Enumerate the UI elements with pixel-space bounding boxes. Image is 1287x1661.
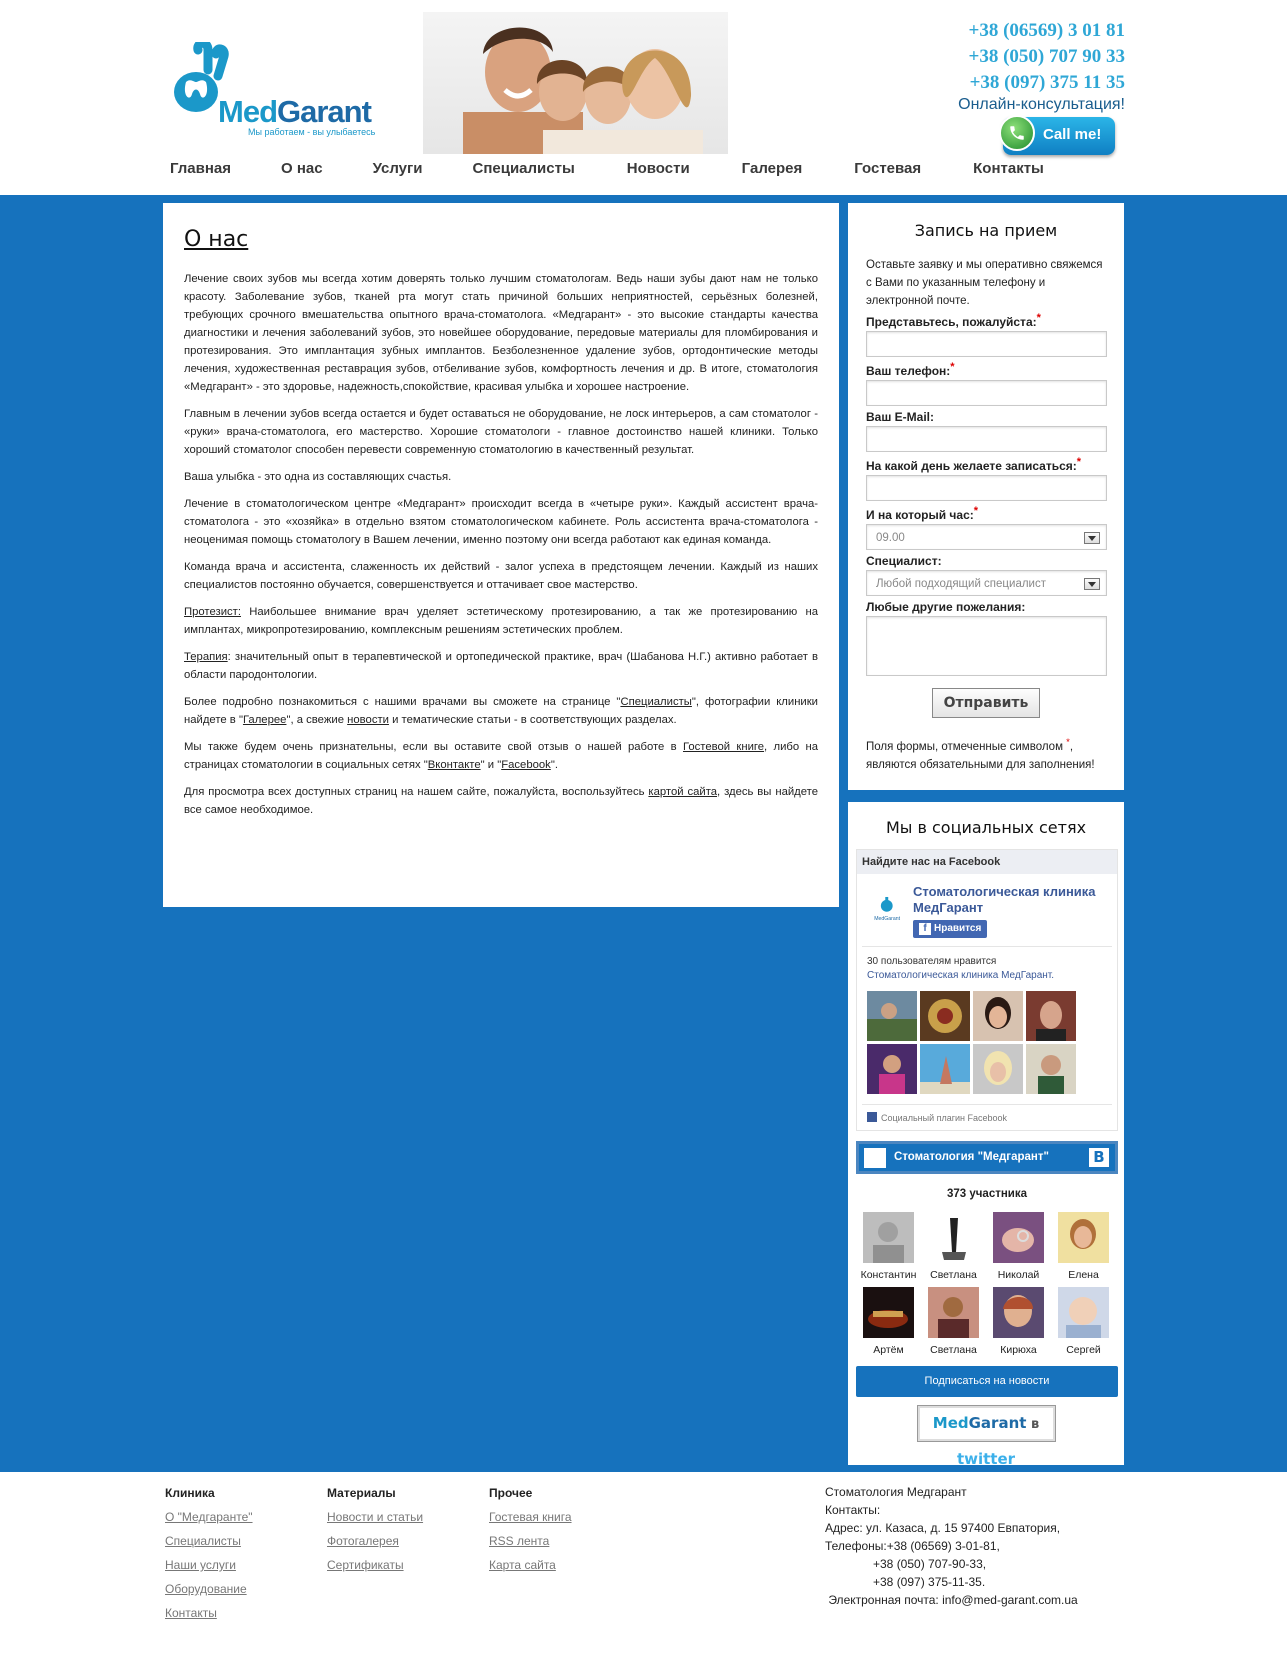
footer-phone-2: +38 (050) 707-90-33, — [873, 1557, 987, 1571]
paragraph-9: Мы также будем очень признательны, если вы оставите свой отзыв о нашей работе в Гостевой книге, либо на страницах стоматологии в социальных сетях "Вконтакте" и "Facebook". — [184, 741, 818, 771]
specialist-select[interactable]: Любой подходящий специалист — [866, 570, 1107, 596]
member-avatar — [1058, 1212, 1109, 1263]
fan-avatar[interactable] — [973, 1044, 1023, 1094]
nav-item-about[interactable]: О нас — [281, 160, 323, 188]
footer-link[interactable]: Наши услуги — [165, 1558, 236, 1572]
vk-member[interactable]: Артём — [856, 1287, 921, 1356]
footer-phone-3: +38 (097) 375-11-35. — [873, 1575, 986, 1589]
vk-member[interactable]: Константин — [856, 1212, 921, 1281]
paragraph-10: Для просмотра всех доступных страниц на нашем сайте, пожалуйста, воспользуйтесь картой сайта, здесь вы найдете все самое необходимое. — [184, 786, 818, 816]
footer-link[interactable]: Контакты — [165, 1606, 217, 1620]
news-link[interactable]: новости — [347, 714, 389, 726]
phone-handset-icon — [999, 115, 1035, 151]
footer-email[interactable]: Электронная почта: info@med-garant.com.ua — [825, 1593, 1078, 1607]
footer-link[interactable]: О "Медгаранте" — [165, 1510, 253, 1524]
medgarant-mini-logo-icon — [872, 890, 903, 932]
footer — [0, 1472, 1287, 1661]
member-avatar — [993, 1212, 1044, 1263]
member-avatar — [928, 1212, 979, 1263]
family-photo — [423, 12, 728, 154]
vkontakte-link[interactable]: Вконтакте — [427, 759, 481, 771]
footer-link[interactable]: Фотогалерея — [327, 1534, 399, 1548]
prosthetist-link[interactable]: Протезист: — [184, 606, 241, 618]
sitemap-link[interactable]: картой сайта — [648, 786, 718, 798]
hour-select[interactable]: 09.00 — [866, 524, 1107, 550]
gallery-link[interactable]: Галерее — [242, 714, 287, 726]
phone-2[interactable]: +38 (050) 707 90 33 — [968, 46, 1125, 67]
page-title: О нас — [184, 227, 249, 252]
footer-link[interactable]: RSS лента — [489, 1534, 550, 1548]
footer-contacts-label: Контакты: — [825, 1503, 881, 1517]
fb-page-name[interactable]: Стоматологическая клиника МедГарант — [912, 884, 1096, 915]
chevron-down-icon — [1084, 578, 1100, 590]
footer-col-clinic — [165, 1486, 253, 1630]
vkontakte-widget — [856, 1141, 1118, 1397]
phones-block — [958, 18, 1125, 114]
fan-avatar[interactable] — [920, 1044, 970, 1094]
footer-link[interactable]: Карта сайта — [489, 1558, 556, 1572]
specialist-label: Специалист: — [866, 554, 942, 568]
fan-avatar[interactable] — [973, 991, 1023, 1041]
footer-phone-1: Телефоны:+38 (06569) 3-01-81, — [825, 1539, 1000, 1553]
chevron-down-icon — [1084, 532, 1100, 544]
member-avatar — [1058, 1287, 1109, 1338]
day-label: На какой день желаете записаться:* — [866, 456, 1082, 473]
facebook-widget — [856, 849, 1118, 1131]
footer-link[interactable]: Новости и статьи — [327, 1510, 424, 1524]
nav-item-services[interactable]: Услуги — [372, 160, 423, 177]
footer-clinic-name: Стоматология Медгарант — [825, 1485, 967, 1499]
appointment-form — [848, 203, 1124, 790]
header — [0, 0, 1287, 195]
footer-col-title: Материалы — [327, 1486, 396, 1500]
member-avatar — [863, 1212, 914, 1263]
member-avatar — [928, 1287, 979, 1338]
nav-item-guestbook[interactable]: Гостевая — [854, 160, 922, 177]
phone-1[interactable]: +38 (06569) 3 01 81 — [968, 20, 1125, 41]
main-nav — [170, 160, 1044, 188]
vk-member[interactable]: Кирюха — [986, 1287, 1051, 1356]
footer-link[interactable]: Специалисты — [165, 1534, 241, 1548]
fb-widget-header: Найдите нас на Facebook — [857, 850, 1117, 874]
member-avatar — [863, 1287, 914, 1338]
paragraph-8: Более подробно познакомиться с нашими врачами вы сможете на странице "Специалисты", фотографии клиники найдете в "Галерее", а свежие новости и тематические статьи - в соответствующих разделах. — [184, 696, 818, 726]
medgarant-mini-logo-icon — [864, 1148, 886, 1168]
footer-link[interactable]: Гостевая книга — [489, 1510, 572, 1524]
fb-likes-count: 30 пользователям нравится Стоматологическая клиника МедГарант. — [867, 956, 1055, 981]
facebook-icon — [867, 1112, 877, 1122]
vk-members-count: 373 участника — [946, 1188, 1028, 1200]
nav-item-news[interactable]: Новости — [626, 160, 690, 177]
paragraph-3: Ваша улыбка - это одна из составляющих счастья. — [184, 471, 452, 483]
social-title: Мы в социальных сетях — [885, 818, 1087, 837]
fan-avatar[interactable] — [1026, 1044, 1076, 1094]
twitter-button[interactable]: MedGarant в twitter — [917, 1405, 1056, 1442]
form-title: Запись на прием — [914, 221, 1058, 240]
footer-link[interactable]: Оборудование — [165, 1582, 247, 1596]
paragraph-7: Терапия: значительный опыт в терапевтической и ортопедической практике, врач (Шабанова Н.Г.) активно работает в области пародонтологии. — [184, 651, 818, 681]
fan-avatar[interactable] — [1026, 991, 1076, 1041]
fan-avatar[interactable] — [920, 991, 970, 1041]
paragraph-5: Команда врача и ассистента, слаженность их действий - залог успеха в предстоящем лечении. Каждый из наших специалистов постоянно обучается, совершенствуется и оттачивает свое мастерство. — [184, 561, 818, 591]
wishes-textarea[interactable] — [866, 616, 1107, 676]
hour-label: И на который час:* — [866, 505, 979, 522]
footer-contacts — [825, 1483, 1078, 1609]
call-me-button[interactable] — [1003, 117, 1115, 155]
fb-like-button[interactable]: f Нравится — [913, 920, 987, 938]
fan-avatar[interactable] — [867, 1044, 917, 1094]
paragraph-1: Лечение своих зубов мы всегда хотим доверять только лучшим стоматологам. Ведь наши зубы дают нам не только красоту. Заболевание зубов, тканей рта могут стать причиной больших неприятностей, серьёзных болезней, требующих срочного вмешательства опытного врача-стоматолога. «Медгарант» - это высокие стандарты качества диагностики и лечения заболеваний зубов, это новейшее оборудование, передовые материалы для пломбирования и протезирования. Это имплантация зубных имплантов. Безболезненное удаление зубов, ортодонтические методы лечения, художественная реставрация зубов, отбеливание зубов, комфортность лечения и др. В итоге, стоматология «Медгарант» - это здоровье, надежность,спокойствие, красивая улыбка и хорошее настроение. — [184, 273, 818, 393]
paragraph-6: Протезист: Наибольшее внимание врач уделяет эстетическому протезированию, а так же протезированию на имплантах, микропротезированию, комплексным решениям эстетических проблем. — [184, 606, 818, 636]
name-field[interactable] — [866, 331, 1107, 357]
nav-item-specialists[interactable]: Специалисты — [472, 160, 575, 177]
paragraph-2: Главным в лечении зубов всегда остается и будет оставаться не оборудование, не лоск интерьеров, а сам стоматолог - «руки» врача-стоматолога, его мастерство. Хорошие стоматологи - главное достоинство нашей клиники. Только хороший стоматолог способен перевести современную стоматологию в качественный результат. — [184, 408, 818, 456]
facebook-f-icon: f — [919, 923, 931, 935]
footer-col-title: Клиника — [165, 1486, 215, 1500]
footer-address: Адрес: ул. Казаса, д. 15 97400 Евпатория, — [825, 1521, 1061, 1535]
fan-avatar[interactable] — [867, 991, 917, 1041]
nav-item-contacts[interactable]: Контакты — [973, 160, 1044, 177]
online-consult-link[interactable]: Онлайн-консультация! — [958, 96, 1125, 113]
phone-3[interactable]: +38 (097) 375 11 35 — [969, 72, 1125, 93]
nav-item-gallery[interactable]: Галерея — [741, 160, 803, 177]
logo-wordmark: MedGarant — [218, 94, 371, 129]
required-note: Поля формы, отмеченные символом *, являются обязательными для заполнения! — [866, 737, 1095, 771]
vk-member[interactable]: Светлана — [921, 1212, 986, 1281]
phone-field[interactable] — [866, 380, 1107, 406]
footer-col-title: Прочее — [489, 1486, 533, 1500]
form-intro: Оставьте заявку и мы оперативно свяжемся с Вами по указанным телефону и электронной почте. — [866, 259, 1103, 307]
footer-link[interactable]: Сертификаты — [327, 1558, 404, 1572]
specialists-link[interactable]: Специалисты — [620, 696, 692, 708]
wishes-label: Любые другие пожелания: — [866, 600, 1026, 614]
vk-member[interactable]: Светлана — [921, 1287, 986, 1356]
vk-members-grid — [856, 1212, 1118, 1356]
fb-page-card — [862, 874, 1112, 947]
member-avatar — [993, 1287, 1044, 1338]
email-label: Ваш E-Mail: — [866, 410, 935, 424]
name-label: Представьтесь, пожалуйста:* — [866, 312, 1041, 329]
nav-item-home[interactable]: Главная — [170, 160, 232, 177]
social-block — [848, 802, 1124, 1468]
vk-logo-icon: B — [1089, 1148, 1109, 1167]
vk-widget-header[interactable]: Стоматология "Медгарант" B — [856, 1141, 1118, 1174]
day-field[interactable] — [866, 475, 1107, 501]
facebook-link[interactable]: Facebook — [501, 759, 551, 771]
fb-plugin-footer: Социальный плагин Facebook — [862, 1104, 1112, 1130]
subscribe-news-button[interactable]: Подписаться на новости — [856, 1366, 1118, 1397]
svg-text:MedGarant: MedGarant — [874, 915, 901, 922]
phone-label: Ваш телефон:* — [866, 361, 955, 378]
submit-button[interactable]: Отправить — [932, 688, 1040, 718]
logo-tagline: Мы работаем - вы улыбаетесь — [248, 127, 376, 137]
email-field[interactable] — [866, 426, 1107, 452]
logo[interactable] — [168, 42, 378, 142]
therapy-link[interactable]: Терапия — [184, 651, 228, 663]
vk-member[interactable]: Сергей — [1051, 1287, 1116, 1356]
footer-col-other — [489, 1486, 572, 1582]
guestbook-link[interactable]: Гостевой книге — [682, 741, 765, 753]
fb-fans-grid — [857, 987, 1117, 1104]
call-me-label: Call me! — [1043, 126, 1102, 143]
footer-col-materials — [327, 1486, 423, 1582]
vk-member[interactable]: Елена — [1051, 1212, 1116, 1281]
main-content — [163, 203, 839, 907]
vk-member[interactable]: Николай — [986, 1212, 1051, 1281]
paragraph-4: Лечение в стоматологическом центре «Медгарант» происходит всегда в «четыре руки». Каждый ассистент врача-стоматолога - это «хозяйка» в отдельно взятом стоматологическом кабинете. Роль ассистента врача-стоматолога - неоценимая помощь стоматологу в Вашем лечении, именно поэтому они всегда работают как единая команда. — [184, 498, 818, 546]
